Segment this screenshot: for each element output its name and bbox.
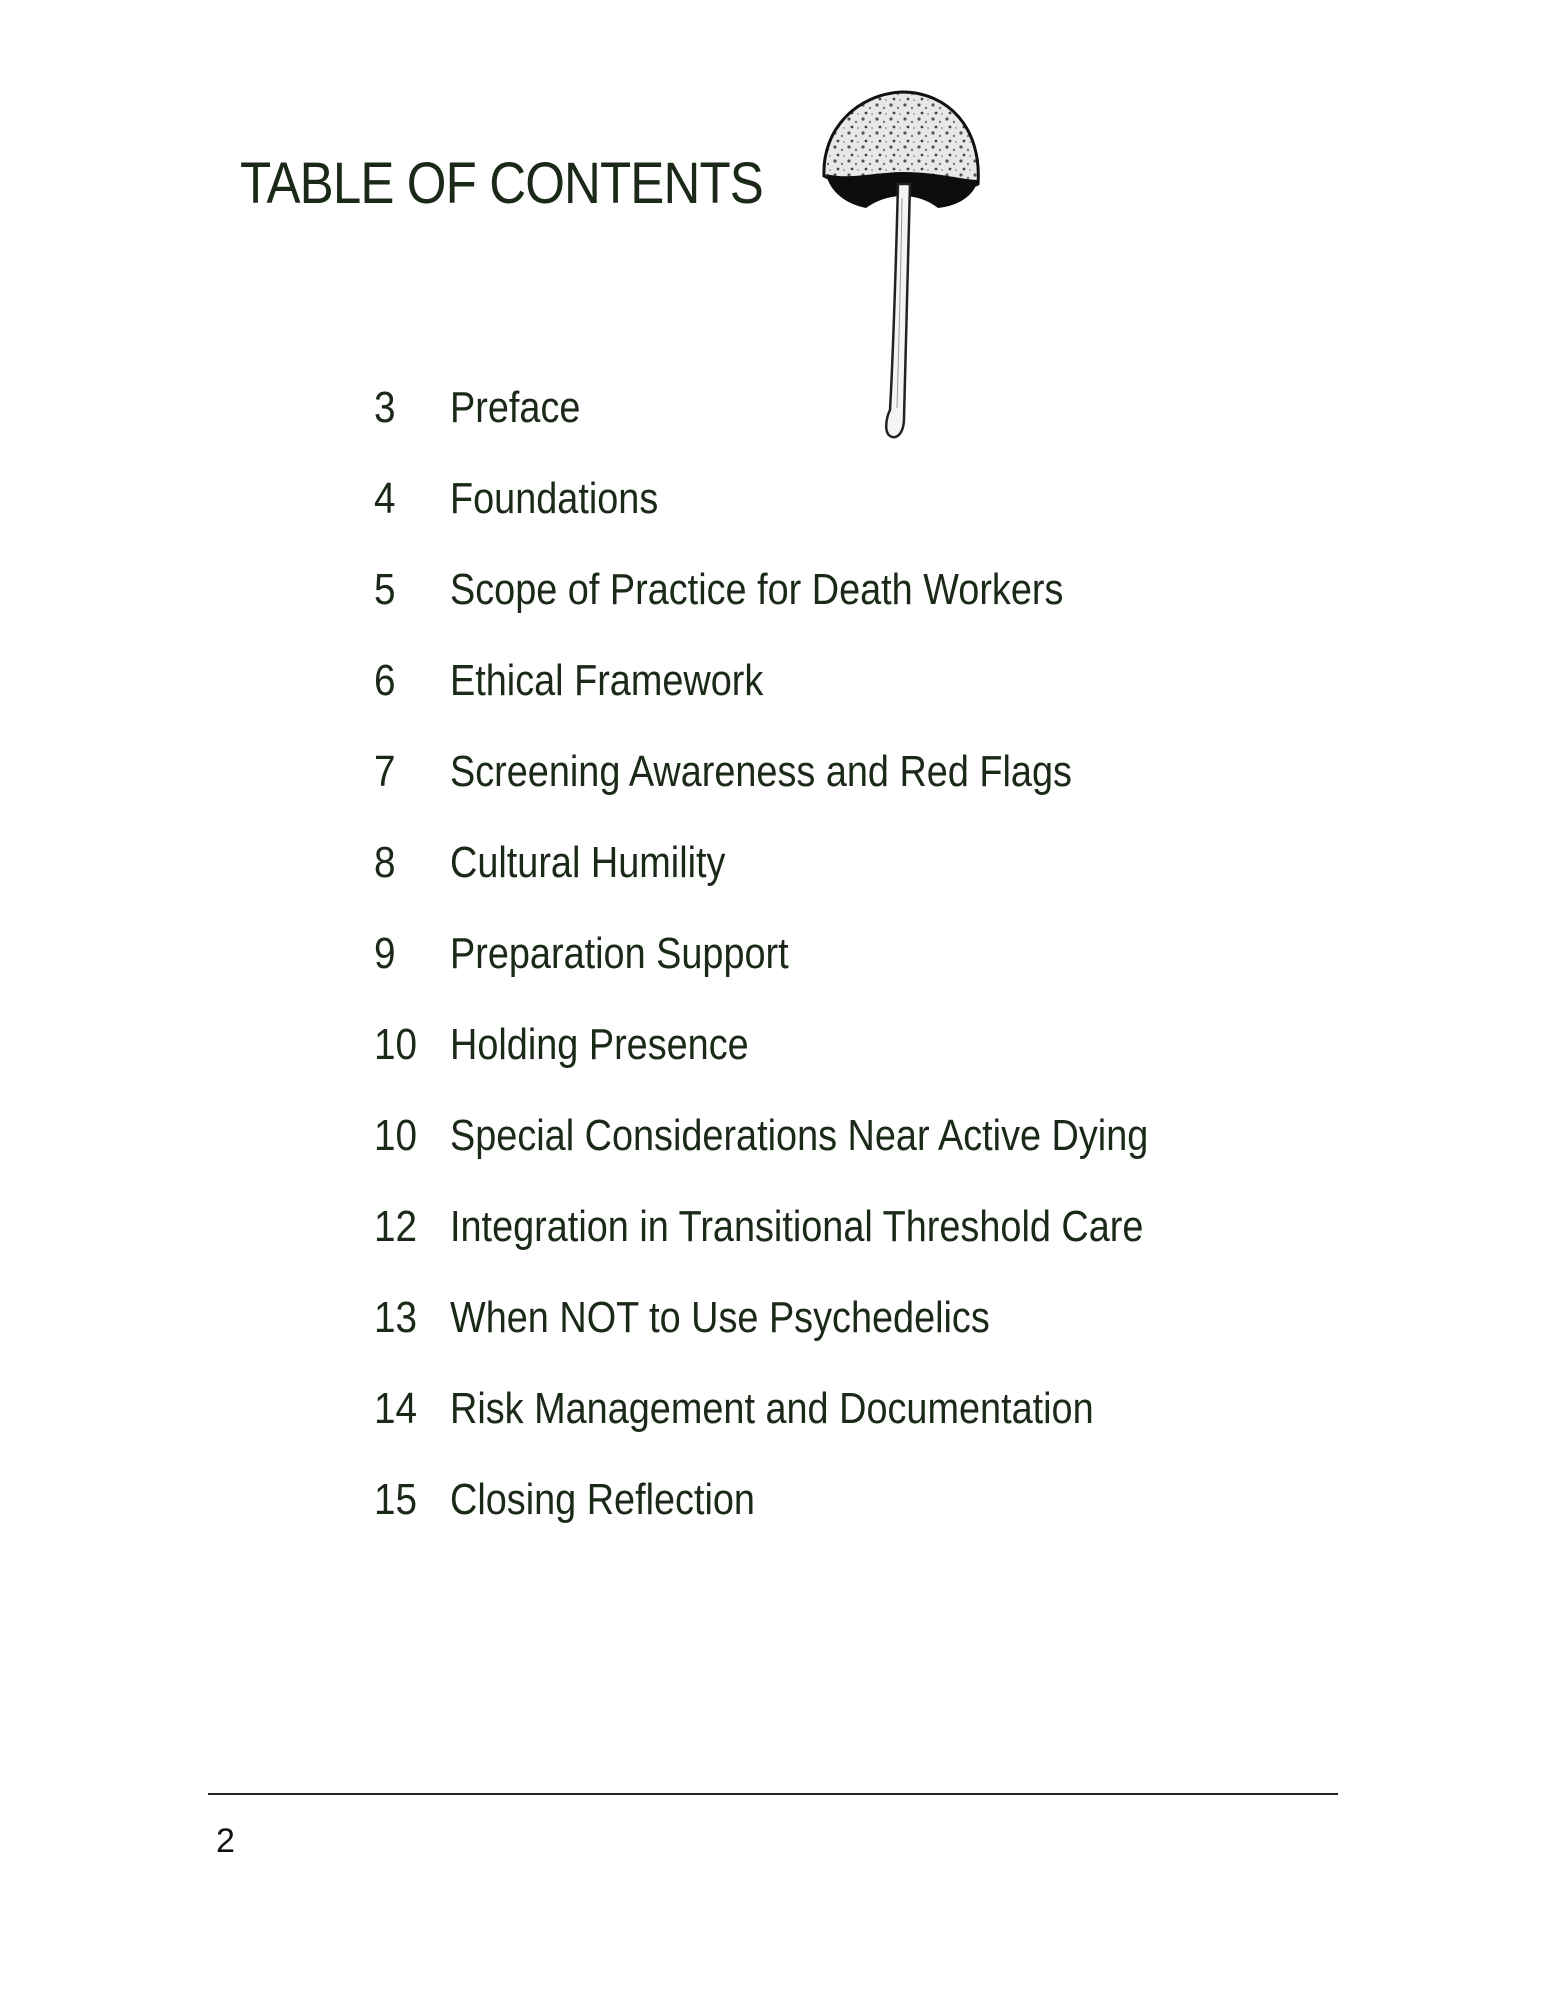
toc-page-number: 5 — [374, 564, 396, 614]
toc-page-number: 8 — [374, 837, 396, 887]
toc-entry[interactable] — [374, 544, 1262, 635]
toc-entry[interactable] — [374, 1363, 1262, 1454]
toc-entry-label: When NOT to Use Psychedelics — [450, 1292, 990, 1342]
toc-entry-label: Preface — [450, 382, 581, 432]
table-of-contents — [374, 362, 1262, 1545]
page-title: TABLE OF CONTENTS — [240, 151, 763, 216]
toc-page-number: 4 — [374, 473, 396, 523]
toc-entry-label: Special Considerations Near Active Dying — [450, 1110, 1149, 1160]
toc-page-number: 6 — [374, 655, 396, 705]
toc-page-number: 3 — [374, 382, 396, 432]
page-number: 2 — [216, 1822, 235, 1860]
toc-entry[interactable] — [374, 1090, 1262, 1181]
toc-page-number: 10 — [374, 1110, 418, 1160]
toc-entry[interactable] — [374, 1181, 1262, 1272]
toc-page-number: 14 — [374, 1383, 418, 1433]
toc-entry[interactable] — [374, 453, 1262, 544]
toc-entry-label: Preparation Support — [450, 928, 789, 978]
toc-page-number: 15 — [374, 1474, 418, 1524]
toc-entry-label: Risk Management and Documentation — [450, 1383, 1094, 1433]
toc-entry-label: Integration in Transitional Threshold Care — [450, 1201, 1144, 1251]
toc-entry-label: Holding Presence — [450, 1019, 749, 1069]
toc-entry[interactable] — [374, 908, 1262, 999]
toc-entry[interactable] — [374, 1454, 1262, 1545]
toc-entry[interactable] — [374, 817, 1262, 908]
toc-entry[interactable] — [374, 362, 1262, 453]
toc-entry-label: Closing Reflection — [450, 1474, 755, 1524]
toc-page-number: 13 — [374, 1292, 418, 1342]
toc-page-number: 9 — [374, 928, 396, 978]
toc-entry[interactable] — [374, 635, 1262, 726]
toc-entry-label: Foundations — [450, 473, 659, 523]
toc-page-number: 7 — [374, 746, 396, 796]
toc-entry-label: Scope of Practice for Death Workers — [450, 564, 1064, 614]
toc-entry[interactable] — [374, 999, 1262, 1090]
toc-entry[interactable] — [374, 1272, 1262, 1363]
toc-entry-label: Ethical Framework — [450, 655, 764, 705]
toc-entry[interactable] — [374, 726, 1262, 817]
toc-page-number: 12 — [374, 1201, 418, 1251]
toc-page-number: 10 — [374, 1019, 418, 1069]
toc-entry-label: Screening Awareness and Red Flags — [450, 746, 1072, 796]
footer-divider — [208, 1793, 1338, 1795]
toc-entry-label: Cultural Humility — [450, 837, 726, 887]
